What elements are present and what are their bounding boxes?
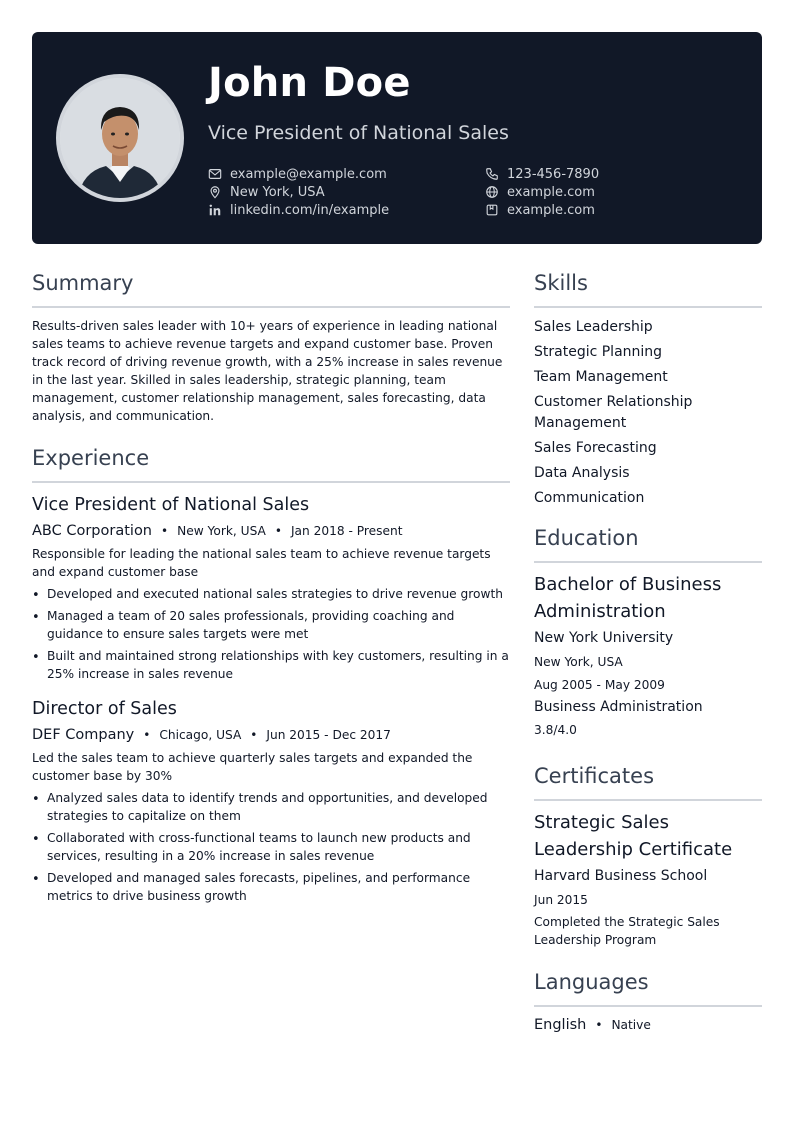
education-heading: Education	[534, 526, 639, 550]
languages-section	[534, 967, 762, 1035]
job-location: New York, USA	[177, 524, 266, 538]
education-school: New York University	[534, 630, 674, 646]
map-pin-icon	[208, 185, 222, 199]
language-item	[534, 1015, 762, 1035]
certificates-section	[534, 761, 762, 949]
list-item: • Built and maintained strong relationships with key customers, resulting in a 25% increase in sales revenue	[32, 647, 510, 683]
language-name: English	[534, 1017, 587, 1033]
languages-heading: Languages	[534, 970, 649, 994]
job-title: Vice President of National Sales	[32, 495, 310, 515]
profile-photo	[56, 74, 184, 202]
job-dates: Jan 2018 - Present	[290, 524, 403, 538]
experience-section	[32, 443, 510, 905]
separator-dot: •	[274, 524, 282, 538]
skills-list	[534, 317, 762, 509]
separator-dot: •	[143, 728, 151, 742]
location-text: New York, USA	[230, 184, 325, 200]
separator-dot: •	[595, 1018, 603, 1032]
contact-phone[interactable]	[485, 165, 599, 183]
phone-icon	[485, 167, 499, 181]
certificates-heading: Certificates	[534, 764, 655, 788]
candidate-name: John Doe	[208, 60, 411, 106]
contact-email[interactable]	[208, 165, 387, 183]
candidate-role: Vice President of National Sales	[208, 122, 509, 144]
person-portrait-icon	[60, 78, 180, 198]
skill-item: Team Management	[534, 369, 668, 385]
job-location: Chicago, USA	[159, 728, 242, 742]
certificate-name: Strategic Sales Leadership Certificate	[534, 812, 733, 860]
summary-text: Results-driven sales leader with 10+ years of experience in leading national sales teams to achieve revenue targets and expand customer base. Proven track record of driving revenue growth, with a 25% increase in sales revenue in the last year. Skilled in sales leadership, strategic planning, team management, customer relationship management, sales forecasting, data analysis, and communication.	[32, 319, 503, 423]
job-achievements	[32, 789, 510, 905]
section-divider	[534, 561, 762, 563]
website-text: example.com	[507, 184, 595, 200]
job-description: Led the sales team to achieve quarterly sales targets and expanded the customer base by 30%	[32, 751, 473, 783]
list-item: • Managed a team of 20 sales professionals, providing coaching and guidance to ensure sales targets were met	[32, 607, 510, 643]
linkedin-text: linkedin.com/in/example	[230, 202, 390, 218]
certificate-date: Jun 2015	[534, 893, 588, 907]
job-company: DEF Company	[32, 727, 135, 743]
phone-text: 123-456-7890	[507, 166, 600, 182]
portfolio-icon	[485, 203, 499, 217]
contact-linkedin[interactable]	[208, 201, 389, 219]
list-item: • Analyzed sales data to identify trends and opportunities, and developed strategies to capitalize on them	[32, 789, 510, 825]
job-achievements	[32, 585, 510, 683]
language-level: Native	[611, 1018, 651, 1032]
summary-section	[32, 268, 510, 425]
job-description: Responsible for leading the national sales team to achieve revenue targets and expand customer base	[32, 547, 491, 579]
summary-heading: Summary	[32, 271, 134, 295]
skills-section	[534, 268, 762, 509]
section-divider	[534, 799, 762, 801]
skills-heading: Skills	[534, 271, 588, 295]
resume-header	[32, 32, 762, 244]
globe-icon	[485, 185, 499, 199]
separator-dot: •	[161, 524, 169, 538]
job-entry	[32, 493, 510, 683]
experience-heading: Experience	[32, 446, 150, 470]
section-divider	[534, 1005, 762, 1007]
portfolio-text: example.com	[507, 202, 595, 218]
list-item: • Developed and managed sales forecasts, pipelines, and performance metrics to drive business growth	[32, 869, 510, 905]
linkedin-icon	[208, 203, 222, 217]
list-item: • Developed and executed national sales strategies to drive revenue growth	[32, 585, 510, 603]
job-dates: Jun 2015 - Dec 2017	[266, 728, 391, 742]
skill-item: Data Analysis	[534, 465, 630, 481]
education-section	[534, 523, 762, 739]
job-entry	[32, 697, 510, 905]
job-meta	[32, 725, 510, 745]
separator-dot: •	[250, 728, 258, 742]
education-dates: Aug 2005 - May 2009	[534, 678, 665, 692]
skill-item: Customer Relationship Management	[534, 394, 693, 431]
section-divider	[32, 306, 510, 308]
mail-icon	[208, 167, 222, 181]
skill-item: Sales Forecasting	[534, 440, 657, 456]
certificate-issuer: Harvard Business School	[534, 868, 708, 884]
section-divider	[32, 481, 510, 483]
skill-item: Communication	[534, 490, 645, 506]
main-column	[32, 268, 510, 909]
sidebar-column	[534, 268, 762, 1035]
education-gpa: 3.8/4.0	[534, 723, 577, 737]
education-location: New York, USA	[534, 655, 623, 669]
skill-item: Sales Leadership	[534, 319, 653, 335]
section-divider	[534, 306, 762, 308]
skill-item: Strategic Planning	[534, 344, 663, 360]
education-degree: Bachelor of Business Administration	[534, 574, 722, 622]
job-meta	[32, 521, 510, 541]
contact-website[interactable]	[485, 183, 595, 201]
certificate-description: Completed the Strategic Sales Leadership Program	[534, 915, 720, 947]
education-field: Business Administration	[534, 699, 703, 715]
contact-portfolio[interactable]	[485, 201, 595, 219]
email-text: example@example.com	[230, 166, 387, 182]
contact-location	[208, 183, 325, 201]
job-company: ABC Corporation	[32, 523, 153, 539]
list-item: • Collaborated with cross-functional teams to launch new products and services, resulting in a 20% increase in sales revenue	[32, 829, 510, 865]
job-title: Director of Sales	[32, 699, 177, 719]
